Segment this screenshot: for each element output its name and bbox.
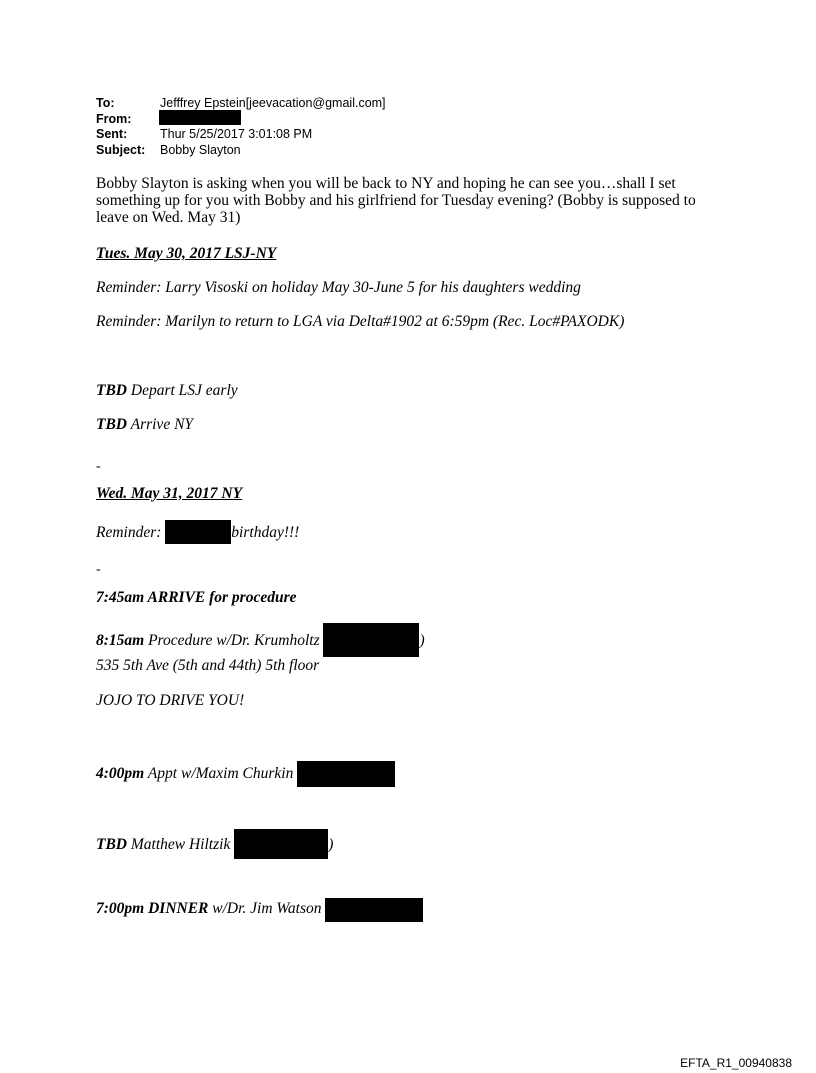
wed-reminder-redaction xyxy=(165,520,231,544)
wed-address: 535 5th Ave (5th and 44th) 5th floor xyxy=(96,657,320,674)
document-id: EFTA_R1_00940838 xyxy=(680,1056,792,1070)
intro-paragraph: Bobby Slayton is asking when you will be back to NY and hoping he can see you…shall I set something up for you with Bobby and his girlfriend for Tuesday evening? (Bobby is supposed to leave on Wed. May 31) xyxy=(96,175,696,226)
tues-depart-text: Depart LSJ early xyxy=(127,382,238,399)
wed-procedure-text: Procedure w/Dr. Krumholtz xyxy=(144,632,324,649)
subject-value: Bobby Slayton xyxy=(160,143,241,157)
to-label: To: xyxy=(96,96,115,110)
wed-procedure xyxy=(96,623,425,657)
tues-heading: Tues. May 30, 2017 LSJ-NY xyxy=(96,245,277,262)
separator-dash-1: - xyxy=(96,459,101,474)
wed-arrive: 7:45am ARRIVE for procedure xyxy=(96,589,297,606)
tues-depart-time: TBD xyxy=(96,382,127,399)
tues-arrive-time: TBD xyxy=(96,416,127,433)
tues-arrive-text: Arrive NY xyxy=(127,416,194,433)
wed-dinner-time: 7:00pm DINNER xyxy=(96,900,209,917)
wed-tbd-redaction xyxy=(234,829,328,859)
tues-depart xyxy=(96,382,238,400)
wed-appt-text: Appt w/Maxim Churkin xyxy=(144,765,298,782)
wed-procedure-tail: ) xyxy=(419,632,425,649)
wed-procedure-time: 8:15am xyxy=(96,632,145,649)
wed-tbd-time: TBD xyxy=(96,836,127,853)
wed-procedure-redaction xyxy=(323,623,419,657)
subject-label: Subject: xyxy=(96,143,146,157)
wed-dinner-redaction xyxy=(325,898,423,922)
sent-label: Sent: xyxy=(96,127,128,141)
wed-dinner-text: w/Dr. Jim Watson xyxy=(208,900,326,917)
tues-arrive xyxy=(96,416,193,434)
sent-value: Thur 5/25/2017 3:01:08 PM xyxy=(160,127,313,141)
wed-tbd xyxy=(96,829,333,859)
wed-driver: JOJO TO DRIVE YOU! xyxy=(96,692,245,709)
wed-heading: Wed. May 31, 2017 NY xyxy=(96,485,243,502)
from-redaction xyxy=(159,110,241,125)
wed-reminder-suffix: birthday!!! xyxy=(231,524,300,541)
from-label: From: xyxy=(96,112,132,126)
wed-tbd-text: Matthew Hiltzik xyxy=(127,836,235,853)
wed-reminder-prefix: Reminder: xyxy=(96,524,166,541)
wed-appt-time: 4:00pm xyxy=(96,765,145,782)
wed-dinner xyxy=(96,898,423,922)
tues-reminder-1: Reminder: Larry Visoski on holiday May 30-June 5 for his daughters wedding xyxy=(96,279,581,296)
wed-reminder xyxy=(96,520,299,544)
wed-appt xyxy=(96,761,395,787)
to-value: Jefffrey Epstein[jeevacation@gmail.com] xyxy=(160,96,386,110)
wed-tbd-tail: ) xyxy=(328,836,334,853)
wed-appt-redaction xyxy=(297,761,395,787)
email-header xyxy=(96,96,596,160)
tues-reminder-2: Reminder: Marilyn to return to LGA via Delta#1902 at 6:59pm (Rec. Loc#PAXODK) xyxy=(96,313,625,330)
separator-dash-2: - xyxy=(96,562,101,577)
